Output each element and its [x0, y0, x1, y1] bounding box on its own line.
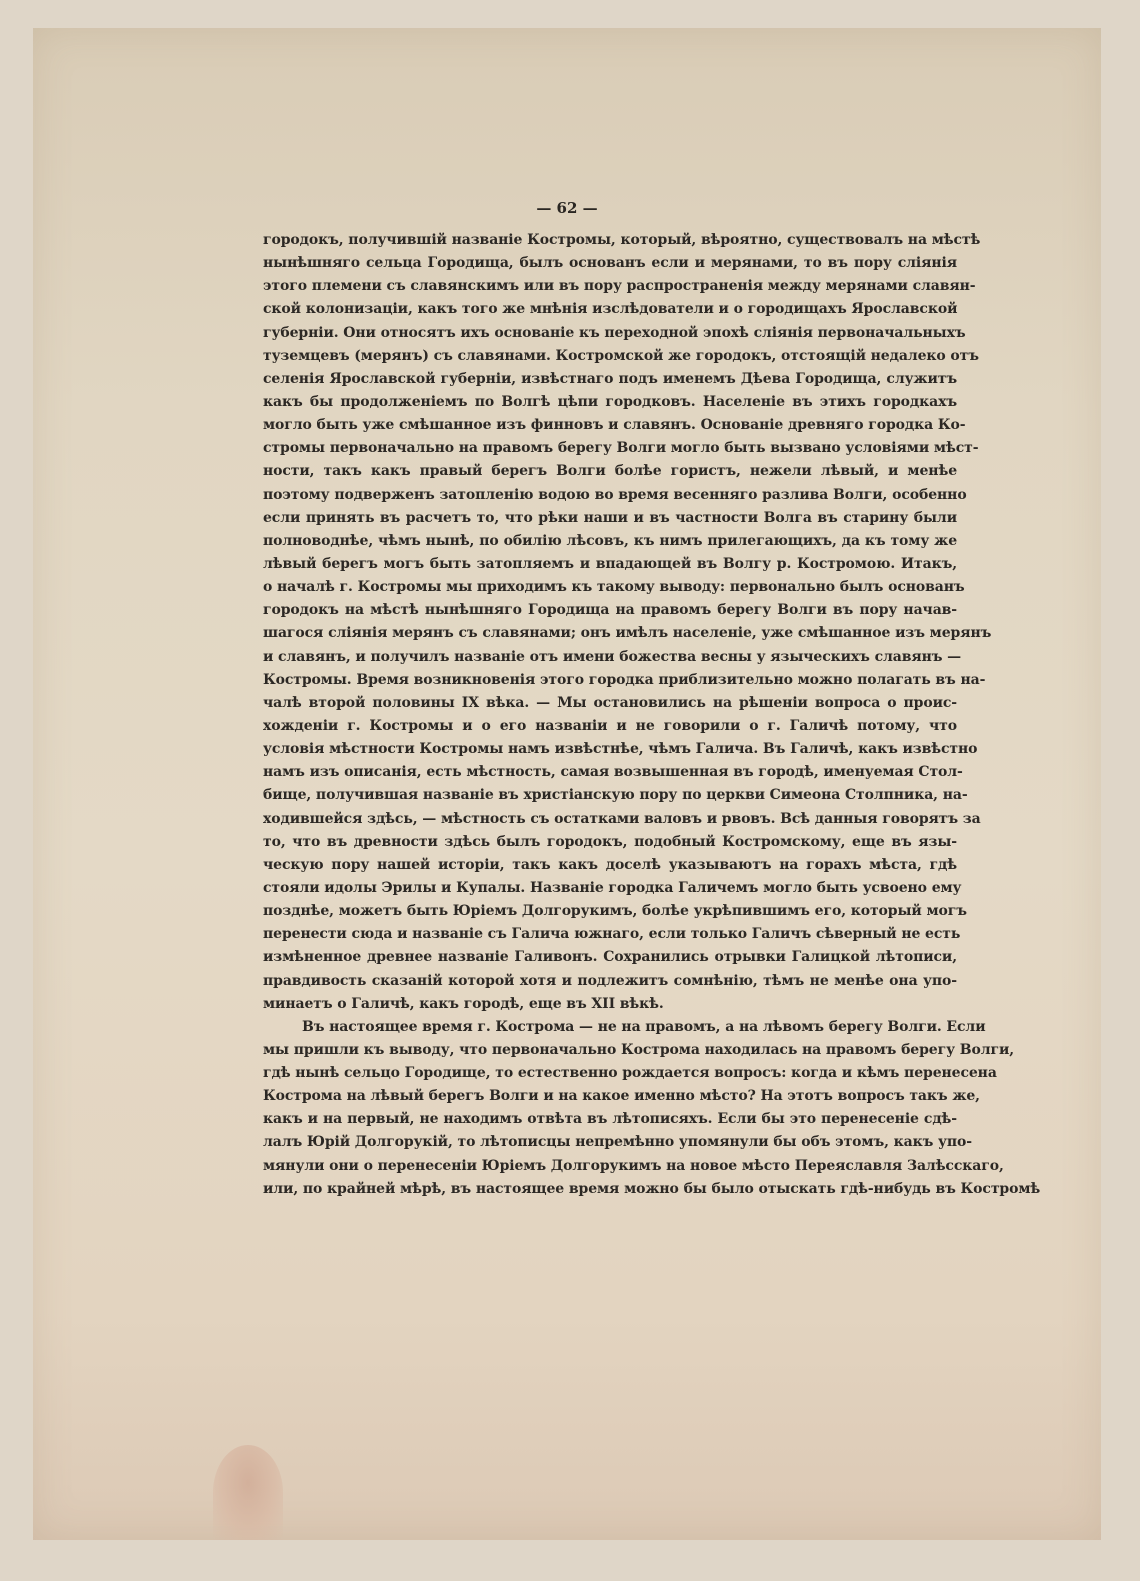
text-line: минаетъ о Галичѣ, какъ городѣ, еще въ XII вѣкѣ. — [263, 995, 664, 1012]
body-text — [263, 229, 1041, 1201]
book-page — [33, 28, 1101, 1540]
text-line: измѣненное древнее названіе Галивонъ. Сохранились отрывки Галицкой лѣтописи, — [263, 949, 957, 966]
text-line: ческую пору нашей исторіи, такъ какъ доселѣ указываютъ на горахъ мѣста, гдѣ — [263, 856, 957, 873]
text-line: Костромы. Время возникновенія этого городка приблизительно можно полагать въ на- — [263, 671, 986, 688]
text-line: перенести сюда и названіе съ Галича южнаго, если только Галичъ сѣверный не есть — [263, 926, 961, 943]
text-line: туземцевъ (мерянъ) съ славянами. Костромской же городокъ, отстоящій недалеко отъ — [263, 347, 979, 364]
text-line: о началѣ г. Костромы мы приходимъ къ такому выводу: первонально былъ основанъ — [263, 579, 965, 596]
text-line: гдѣ нынѣ сельцо Городище, то естественно рождается вопросъ: когда и кѣмъ перенесена — [263, 1065, 997, 1082]
text-line: нынѣшняго сельца Городища, былъ основанъ если и мерянами, то въ пору сліянія — [263, 255, 957, 272]
text-line: какъ бы продолженіемъ по Волгѣ цѣпи городковъ. Населеніе въ этихъ городкахъ — [263, 393, 957, 410]
text-line: мы пришли къ выводу, что первоначально Кострома находилась на правомъ берегу Волги, — [263, 1041, 1015, 1058]
text-line: городокъ, получившій названіе Костромы, который, вѣроятно, существовалъ на мѣстѣ — [263, 232, 981, 248]
text-line: стромы первоначально на правомъ берегу Волги могло быть вызвано условіями мѣст- — [263, 440, 979, 457]
text-line: могло быть уже смѣшанное изъ финновъ и славянъ. Основаніе древняго городка Ко- — [263, 417, 966, 434]
text-line: ности, такъ какъ правый берегъ Волги болѣе гористъ, нежели лѣвый, и менѣе — [263, 463, 957, 480]
text-line: бище, получившая названіе въ христіанскую пору по церкви Симеона Столпника, на- — [263, 787, 968, 804]
text-line: и славянъ, и получилъ названіе отъ имени божества весны у языческихъ славянъ — — [263, 648, 962, 665]
page-number: — 62 — — [536, 199, 598, 217]
text-line: Кострома на лѣвый берегъ Волги и на какое именно мѣсто? На этотъ вопросъ такъ же, — [263, 1088, 980, 1105]
paragraph — [263, 229, 992, 1016]
text-line: мянули они о перенесеніи Юріемъ Долгорукимъ на новое мѣсто Переяславля Залѣсскаго, — [263, 1157, 1004, 1174]
text-line: ходившейся здѣсь, — мѣстность съ остатками валовъ и рвовъ. Всѣ данныя говорятъ за — [263, 810, 981, 827]
text-line: или, по крайней мѣрѣ, въ настоящее время можно бы было отыскать гдѣ-нибудь въ Костромѣ — [263, 1180, 1041, 1197]
text-line: условія мѣстности Костромы намъ извѣстнѣе, чѣмъ Галича. Въ Галичѣ, какъ извѣстно — [263, 741, 978, 758]
text-line: ской колонизаціи, какъ того же мнѣнія изслѣдователи и о городищахъ Ярославской — [263, 301, 958, 318]
text-line: полноводнѣе, чѣмъ нынѣ, по обилію лѣсовъ, къ нимъ прилегающихъ, да къ тому же — [263, 532, 957, 549]
text-line: если принять въ расчетъ то, что рѣки наши и въ частности Волга въ старину были — [263, 509, 957, 526]
text-line: какъ и на первый, не находимъ отвѣта въ лѣтописяхъ. Если бы это перенесеніе сдѣ- — [263, 1111, 957, 1128]
text-line: городокъ на мѣстѣ нынѣшняго Городища на правомъ берегу Волги въ пору начав- — [263, 602, 957, 619]
text-line: хожденіи г. Костромы и о его названіи и не говорили о г. Галичѣ потому, что — [263, 717, 957, 734]
paragraph — [263, 1016, 1041, 1201]
paper-stain — [213, 1445, 283, 1540]
text-line: лѣвый берегъ могъ быть затопляемъ и впадающей въ Волгу р. Костромою. Итакъ, — [263, 555, 957, 572]
text-line: чалѣ второй половины IX вѣка. — Мы остановились на рѣшеніи вопроса о проис- — [263, 694, 957, 711]
text-line: этого племени съ славянскимъ или въ пору распространенія между мерянами славян- — [263, 278, 976, 295]
text-line: стояли идолы Эрилы и Купалы. Названіе городка Галичемъ могло быть усвоено ему — [263, 879, 962, 896]
text-line: губерніи. Они относятъ ихъ основаніе къ переходной эпохѣ сліянія первоначальныхъ — [263, 324, 966, 341]
text-line: то, что въ древности здѣсь былъ городокъ, подобный Костромскому, еще въ язы- — [263, 833, 957, 850]
text-line: лалъ Юрій Долгорукій, то лѣтописцы непремѣнно упомянули бы объ этомъ, какъ упо- — [263, 1134, 972, 1151]
text-line: намъ изъ описанія, есть мѣстность, самая возвышенная въ городѣ, именуемая Стол- — [263, 764, 963, 781]
text-line: селенія Ярославской губерніи, извѣстнаго подъ именемъ Дѣева Городища, служитъ — [263, 370, 957, 387]
text-line: поэтому подверженъ затопленію водою во время весенняго разлива Волги, особенно — [263, 486, 967, 503]
text-line: Въ настоящее время г. Кострома — не на правомъ, а на лѣвомъ берегу Волги. Если — [302, 1018, 986, 1035]
text-line: позднѣе, можетъ быть Юріемъ Долгорукимъ, болѣе укрѣпившимъ его, который могъ — [263, 903, 967, 920]
text-line: шагося сліянія мерянъ съ славянами; онъ имѣлъ населеніе, уже смѣшанное изъ мерянъ — [263, 625, 992, 642]
text-line: правдивость сказаній которой хотя и подлежитъ сомнѣнію, тѣмъ не менѣе она упо- — [263, 972, 957, 989]
